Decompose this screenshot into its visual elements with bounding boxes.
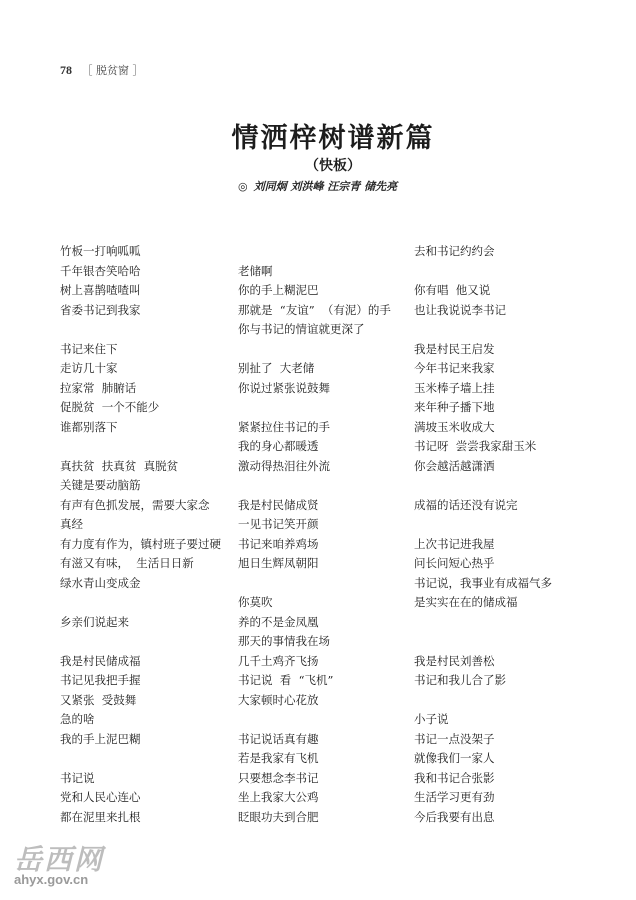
poem-line: 有滋又有味， 生活日日新 bbox=[60, 556, 194, 570]
poem-line bbox=[60, 749, 221, 769]
article-subtitle: （快板） bbox=[305, 158, 361, 174]
byline-mark: ◎ bbox=[238, 180, 248, 193]
poem-line: 你与书记的情谊就更深了 bbox=[238, 322, 365, 336]
poem-column-3 bbox=[414, 242, 552, 827]
poem-line bbox=[60, 437, 221, 457]
poem-line bbox=[414, 320, 552, 340]
poem-line bbox=[414, 632, 552, 652]
poem-line bbox=[414, 262, 552, 282]
poem-line: 党和人民心连心 bbox=[60, 790, 141, 804]
poem-line: 大家顿时心花放 bbox=[238, 692, 319, 707]
poem-line: 书记来住下 bbox=[60, 341, 118, 356]
poem-line: 一见书记笑开颜 bbox=[238, 517, 319, 531]
poem-line bbox=[238, 398, 391, 418]
poem-line: 老储啊 bbox=[238, 263, 273, 278]
poem-line: 有声有色抓发展，需要大家念 bbox=[60, 497, 210, 512]
poem-line bbox=[414, 476, 552, 496]
watermark-logo: 岳西网 bbox=[14, 843, 105, 876]
poem-line: 书记呀 尝尝我家甜玉米 bbox=[414, 439, 537, 453]
byline bbox=[238, 178, 397, 194]
poem-line: 那天的事情我在场 bbox=[238, 634, 330, 648]
poem-line: 几千土鸡齐飞扬 bbox=[238, 653, 319, 668]
poem-line: 关键是要动脑筋 bbox=[60, 478, 141, 492]
poem-line: 书记说，我事业有成福气多 bbox=[414, 575, 552, 590]
poem-line: 谁都别落下 bbox=[60, 419, 118, 434]
poem-line: 走访几十家 bbox=[60, 361, 118, 375]
poem-line: 问长问短心热乎 bbox=[414, 556, 495, 570]
poem-line: 满坡玉米收成大 bbox=[414, 419, 495, 434]
poem-line bbox=[414, 515, 552, 535]
poem-line: 绿水青山变成金 bbox=[60, 575, 141, 590]
watermark-url: ahyx.gov.cn bbox=[14, 872, 89, 887]
poem-line: 旭日生辉凤朝阳 bbox=[238, 556, 319, 570]
poem-line: 书记说 看 “飞机” bbox=[238, 673, 334, 687]
poem-line bbox=[238, 340, 391, 360]
article-title: 情洒梓树谱新篇 bbox=[231, 123, 435, 154]
poem-line: 上次书记进我屋 bbox=[414, 536, 495, 551]
poem-line: 促脱贫 一个不能少 bbox=[60, 400, 160, 414]
poem-line: 你会越活越潇洒 bbox=[414, 458, 495, 473]
poem-line: 也让我说说李书记 bbox=[414, 302, 506, 317]
poem-line: 书记见我把手握 bbox=[60, 673, 141, 687]
poem-line: 小子说 bbox=[414, 712, 449, 726]
poem-column-1 bbox=[60, 242, 221, 827]
poem-line bbox=[60, 593, 221, 613]
poem-line: 今后我要有出息 bbox=[414, 809, 495, 824]
poem-line: 书记和我儿合了影 bbox=[414, 673, 506, 687]
watermark bbox=[14, 838, 105, 887]
section-label: ［ 脱贫窗 ］ bbox=[81, 64, 144, 77]
byline-authors: 刘同炯 刘洪峰 汪宗青 储先亮 bbox=[253, 180, 398, 193]
poem-line: 我和书记合张影 bbox=[414, 770, 495, 785]
poem-line: 生活学习更有劲 bbox=[414, 790, 495, 804]
poem-line bbox=[414, 691, 552, 711]
poem-line: 你莫吹 bbox=[238, 595, 273, 609]
poem-line: 我是村民王启发 bbox=[414, 341, 495, 356]
poem-line bbox=[238, 476, 391, 496]
poem-line bbox=[60, 320, 221, 340]
poem-line: 书记说话真有趣 bbox=[238, 731, 319, 746]
poem-line: 树上喜鹊喳喳叫 bbox=[60, 283, 141, 297]
poem-line: 我是村民储成福 bbox=[60, 653, 141, 668]
poem-line bbox=[414, 613, 552, 633]
poem-line: 急的啥 bbox=[60, 712, 95, 726]
poem-line: 又紧张 受鼓舞 bbox=[60, 692, 137, 707]
poem-line: 书记一点没架子 bbox=[414, 731, 495, 746]
poem-line bbox=[60, 632, 221, 652]
poem-line: 成福的话还没有说完 bbox=[414, 497, 518, 512]
poem-line: 书记来咱养鸡场 bbox=[238, 536, 319, 551]
poem-line: 眨眼功夫到合肥 bbox=[238, 809, 319, 824]
poem-line: 别扯了 大老储 bbox=[238, 361, 315, 375]
poem-line: 去和书记约约会 bbox=[414, 244, 495, 258]
poem-line: 坐上我家大公鸡 bbox=[238, 790, 319, 804]
poem-line bbox=[238, 710, 391, 730]
poem-line: 我的手上泥巴糊 bbox=[60, 731, 141, 746]
poem-line: 养的不是金凤凰 bbox=[238, 614, 319, 629]
poem-line: 你说过紧张说鼓舞 bbox=[238, 380, 330, 395]
poem-line: 只要想念李书记 bbox=[238, 770, 319, 785]
page-number: 78 bbox=[60, 63, 72, 77]
poem-column-2 bbox=[238, 242, 391, 827]
poem-line: 紧紧拉住书记的手 bbox=[238, 419, 330, 434]
poem-line: 我是村民刘善松 bbox=[414, 653, 495, 668]
poem-line: 若是我家有飞机 bbox=[238, 751, 319, 765]
poem-line: 玉米棒子墙上挂 bbox=[414, 380, 495, 395]
poem-line: 我的身心都暖透 bbox=[238, 439, 319, 453]
poem-line: 今年书记来我家 bbox=[414, 361, 495, 375]
poem-line: 有力度有作为，镇村班子要过硬 bbox=[60, 536, 221, 551]
poem-line: 你有唱 他又说 bbox=[414, 283, 491, 297]
poem-line: 乡亲们说起来 bbox=[60, 614, 129, 629]
poem-line: 竹板一打响呱呱 bbox=[60, 244, 141, 258]
poem-line: 省委书记到我家 bbox=[60, 302, 141, 317]
poem-line: 真经 bbox=[60, 517, 83, 531]
poem-line: 千年银杏笑哈哈 bbox=[60, 263, 141, 278]
poem-line: 真扶贫 扶真贫 真脱贫 bbox=[60, 458, 179, 473]
poem-line: 拉家常 肺腑话 bbox=[60, 380, 137, 395]
poem-line: 都在泥里来扎根 bbox=[60, 809, 141, 824]
poem-line: 书记说 bbox=[60, 770, 95, 785]
poem-line: 你的手上糊泥巴 bbox=[238, 283, 319, 297]
poem-line: 那就是 “友谊” （有泥）的手 bbox=[238, 302, 391, 317]
poem-line: 就像我们一家人 bbox=[414, 751, 495, 765]
poem-line: 激动得热泪往外流 bbox=[238, 458, 330, 473]
poem-line: 来年种子播下地 bbox=[414, 400, 495, 414]
poem-line: 是实实在在的储成福 bbox=[414, 595, 518, 609]
poem-line bbox=[238, 242, 391, 262]
poem-line bbox=[238, 574, 391, 594]
poem-line: 我是村民储成贤 bbox=[238, 497, 319, 512]
page-header bbox=[60, 62, 144, 78]
